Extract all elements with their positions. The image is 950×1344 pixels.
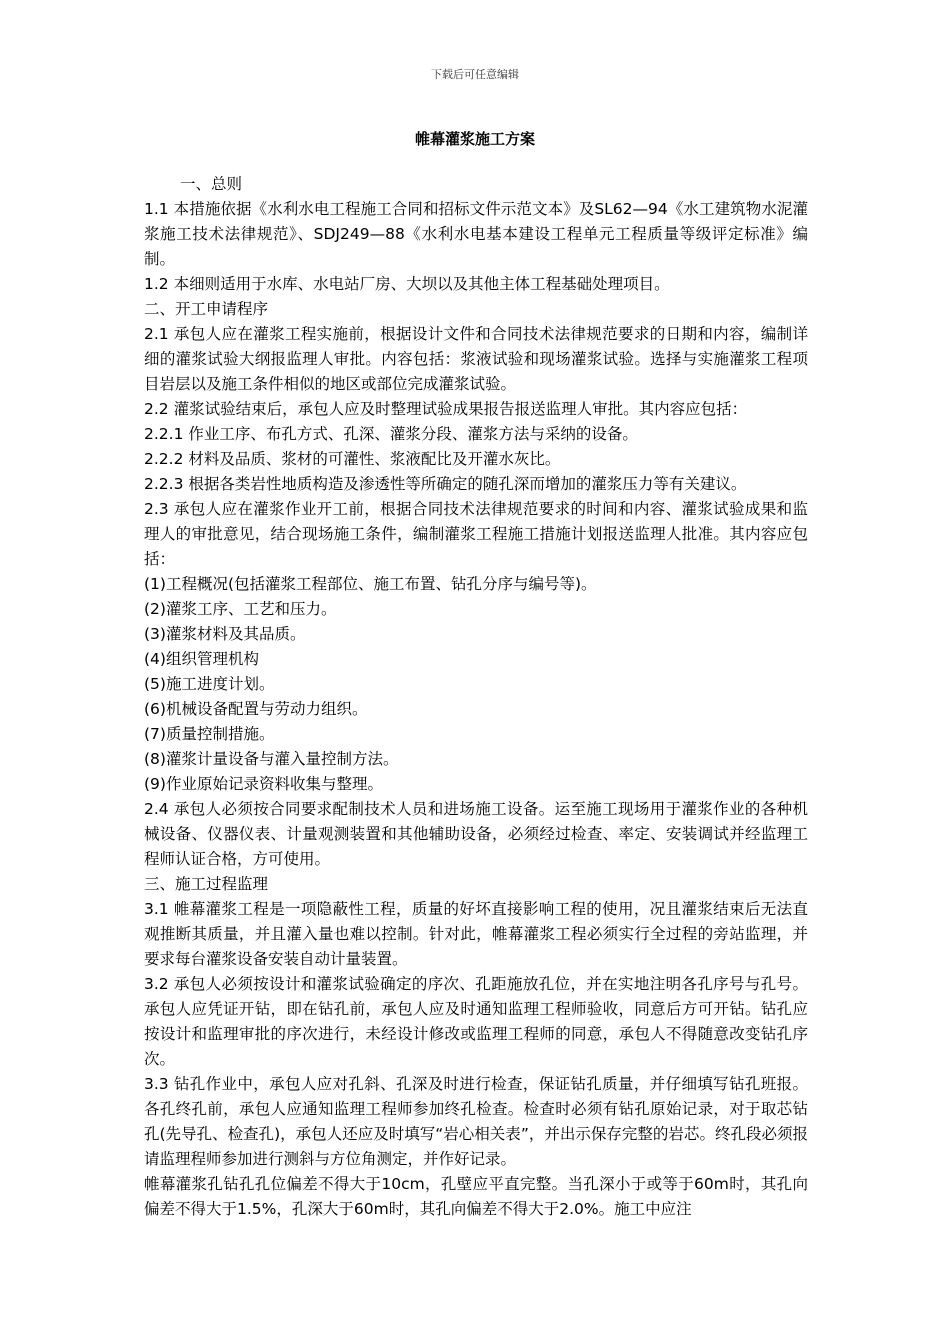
paragraph: 1.1 本措施依据《水利水电工程施工合同和招标文件示范文本》及SL62—94《水工建筑物水泥灌浆施工技术法律规范》、SDJ249—88《水利水电基本建设工程单元工程质量等级评定标准》编制。 (144, 200, 808, 268)
paragraph: 帷幕灌浆孔钻孔孔位偏差不得大于10cm，孔壁应平直完整。当孔深小于或等于60m时，其孔向偏差不得大于1.5%，孔深大于60m时，其孔向偏差不得大于2.0%。施工中应注 (144, 1175, 808, 1218)
paragraph: 2.2.2 材料及品质、浆材的可灌性、浆液配比及开灌水灰比。 (144, 450, 561, 468)
paragraph: 2.2 灌浆试验结束后，承包人应及时整理试验成果报告报送监理人审批。其内容应包括： (144, 400, 748, 418)
list-item: (1)工程概况(包括灌浆工程部位、施工布置、钻孔分序与编号等)。 (144, 575, 597, 593)
paragraph: 2.4 承包人必须按合同要求配制技术人员和进场施工设备。运至施工现场用于灌浆作业的各种机械设备、仪器仪表、计量观测装置和其他辅助设备，必须经过检查、率定、安装调试并经监理工程师认证合格，方可使用。 (144, 800, 808, 868)
paragraph: 3.2 承包人必须按设计和灌浆试验确定的序次、孔距施放孔位，并在实地注明各孔序号与孔号。承包人应凭证开钻，即在钻孔前，承包人应及时通知监理工程师验收，同意后方可开钻。钻孔应按设计和监理审批的序次进行，未经设计修改或监理工程师的同意，承包人不得随意改变钻孔序次。 (144, 975, 808, 1068)
section-heading: 一、总则 (180, 175, 243, 193)
paragraph: 3.3 钻孔作业中，承包人应对孔斜、孔深及时进行检查，保证钻孔质量，并仔细填写钻孔班报。各孔终孔前，承包人应通知监理工程师参加终孔检查。检查时必须有钻孔原始记录，对于取芯钻孔(先导孔、检查孔)，承包人还应及时填写“岩心相关表”，并出示保存完整的岩芯。终孔段必须报请监理程师参加进行测斜与方位角测定，并作好记录。 (144, 1075, 808, 1168)
document-body (144, 172, 808, 1222)
list-item: (5)施工进度计划。 (144, 675, 275, 693)
list-item: (8)灌浆计量设备与灌入量控制方法。 (144, 750, 399, 768)
list-item: (7)质量控制措施。 (144, 725, 275, 743)
page-header: 下载后可任意编辑 (431, 68, 519, 81)
document-title: 帷幕灌浆施工方案 (414, 130, 535, 148)
section-heading: 二、开工申请程序 (144, 300, 269, 318)
section-heading: 三、施工过程监理 (144, 875, 269, 893)
paragraph: 1.2 本细则适用于水库、水电站厂房、大坝以及其他主体工程基础处理项目。 (144, 275, 670, 293)
paragraph: 2.2.3 根据各类岩性地质构造及渗透性等所确定的随孔深而增加的灌浆压力等有关建议。 (144, 475, 747, 493)
paragraph: 2.2.1 作业工序、布孔方式、孔深、灌浆分段、灌浆方法与采纳的设备。 (144, 425, 638, 443)
list-item: (6)机械设备配置与劳动力组织。 (144, 700, 368, 718)
list-item: (3)灌浆材料及其品质。 (144, 625, 306, 643)
paragraph: 2.1 承包人应在灌浆工程实施前，根据设计文件和合同技术法律规范要求的日期和内容，编制详细的灌浆试验大纲报监理人审批。内容包括：浆液试验和现场灌浆试验。选择与实施灌浆工程项目岩层以及施工条件相似的地区或部位完成灌浆试验。 (144, 325, 808, 393)
paragraph: 3.1 帷幕灌浆工程是一项隐蔽性工程，质量的好坏直接影响工程的使用，况且灌浆结束后无法直观推断其质量，并且灌入量也难以控制。针对此，帷幕灌浆工程必须实行全过程的旁站监理，并要求每台灌浆设备安装自动计量装置。 (144, 900, 808, 968)
list-item: (4)组织管理机构 (144, 650, 259, 668)
list-item: (9)作业原始记录资料收集与整理。 (144, 775, 383, 793)
paragraph: 2.3 承包人应在灌浆作业开工前，根据合同技术法律规范要求的时间和内容、灌浆试验成果和监理人的审批意见，结合现场施工条件，编制灌浆工程施工措施计划报送监理人批准。其内容应包括： (144, 500, 808, 568)
list-item: (2)灌浆工序、工艺和压力。 (144, 600, 337, 618)
